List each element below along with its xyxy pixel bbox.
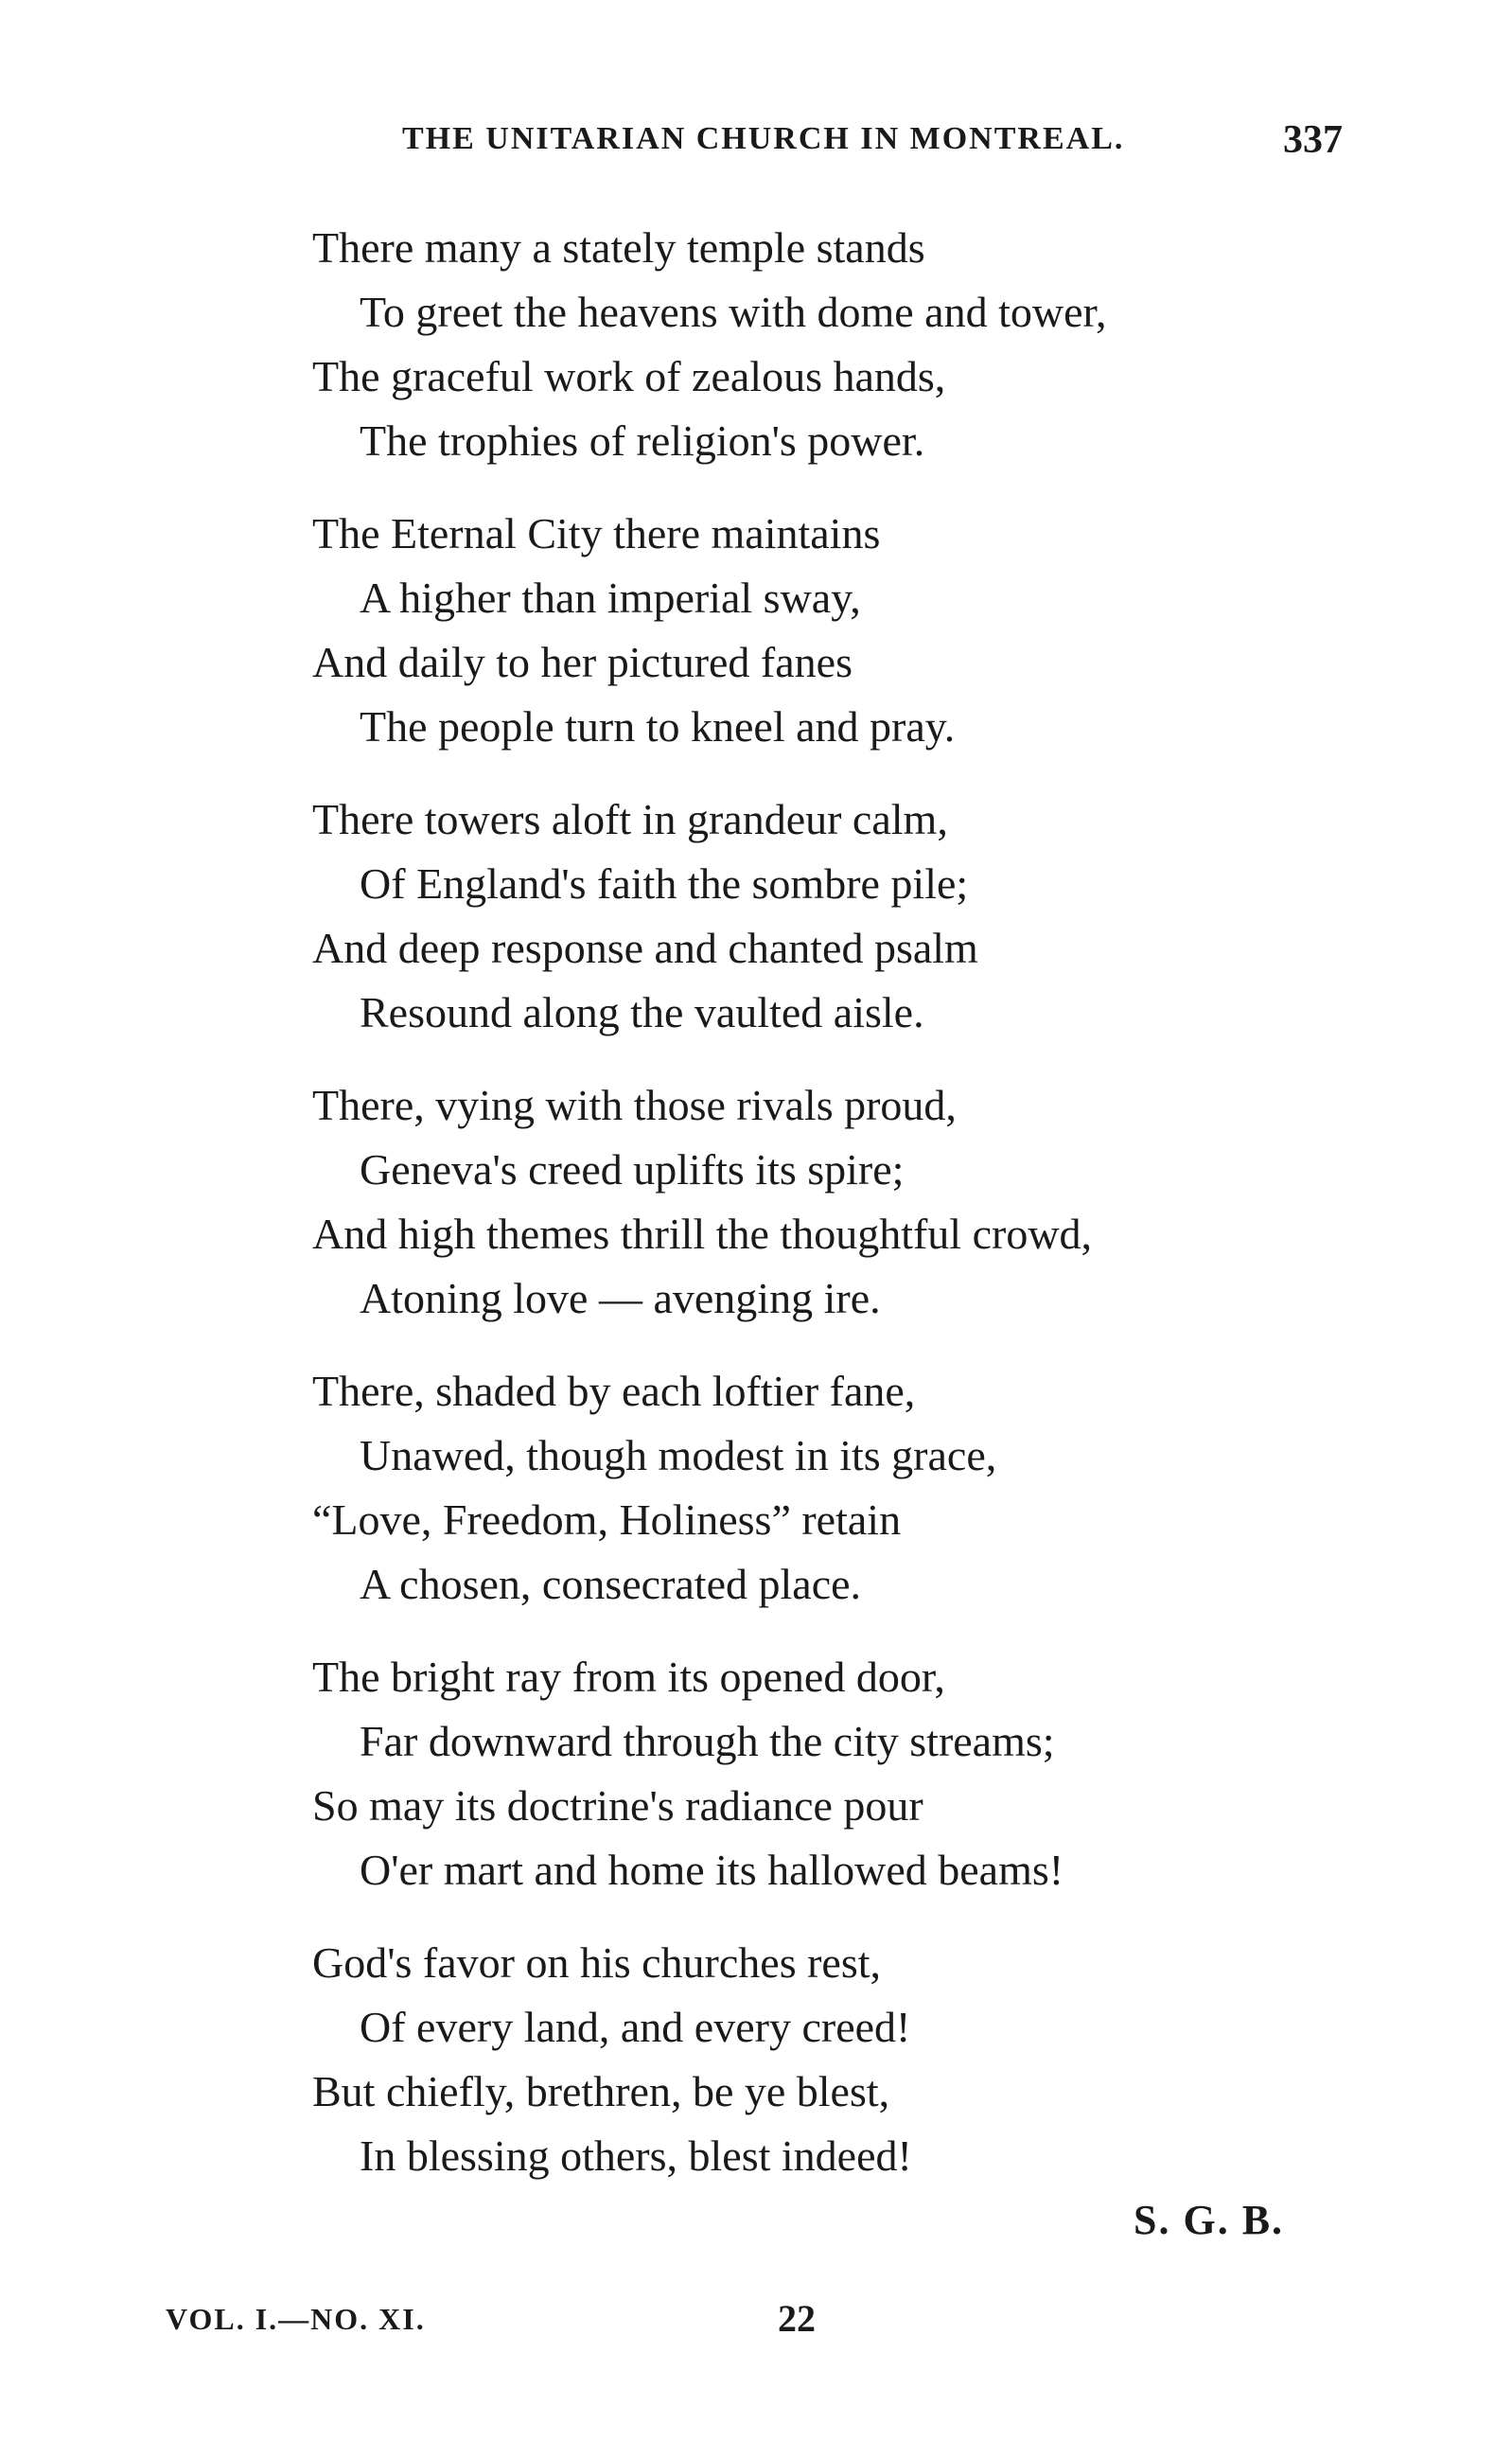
poem-line: In blessing others, blest indeed! [360, 2131, 912, 2180]
poem-line: But chiefly, brethren, be ye blest, [312, 2067, 890, 2115]
stanza-1 [0, 216, 1512, 473]
signature-mark: 22 [778, 2297, 816, 2340]
poem-line: So may its doctrine's radiance pour [312, 1781, 923, 1830]
poem-line: Far downward through the city streams; [360, 1717, 1055, 1765]
poem-line: Atoning love — avenging ire. [360, 1274, 881, 1322]
stanza-7 [0, 1931, 1512, 2188]
running-head [0, 118, 1512, 178]
author-signature: S. G. B. [1134, 2197, 1285, 2243]
poem-line: The Eternal City there maintains [312, 509, 881, 557]
stanza-2 [0, 502, 1512, 759]
poem-line: The people turn to kneel and pray. [360, 702, 956, 751]
poem-line: To greet the heavens with dome and tower, [360, 288, 1107, 336]
poem-line: Resound along the vaulted aisle. [360, 988, 924, 1036]
poem-line: There, vying with those rivals proud, [312, 1081, 957, 1129]
poem-line: There towers aloft in grandeur calm, [312, 795, 948, 843]
poem-line: Geneva's creed uplifts its spire; [360, 1145, 905, 1194]
poem-line: A higher than imperial sway, [360, 574, 861, 622]
running-title: THE UNITARIAN CHURCH IN MONTREAL. [402, 121, 1125, 156]
poem-line: Of England's faith the sombre pile; [360, 859, 969, 908]
poem-line: And high themes thrill the thoughtful crowd, [312, 1210, 1093, 1258]
stanza-6 [0, 1645, 1512, 1902]
volume-number: VOL. I.—NO. XI. [166, 2302, 426, 2336]
poem-line: The bright ray from its opened door, [312, 1653, 945, 1701]
page-number: 337 [1283, 118, 1343, 162]
poem-line: The trophies of religion's power. [360, 416, 925, 465]
poem-line: The graceful work of zealous hands, [312, 352, 946, 400]
stanza-3 [0, 787, 1512, 1045]
poem-line: God's favor on his churches rest, [312, 1938, 882, 1987]
poem-line: A chosen, consecrated place. [360, 1560, 862, 1608]
stanza-5 [0, 1359, 1512, 1617]
poem-line: O'er mart and home its hallowed beams! [360, 1846, 1064, 1894]
poem [0, 216, 1512, 2217]
poem-line: “Love, Freedom, Holiness” retain [312, 1495, 902, 1544]
page-footer [0, 2297, 1512, 2349]
poem-line: Of every land, and every creed! [360, 2003, 911, 2051]
poem-line: There, shaded by each loftier fane, [312, 1367, 916, 1415]
poem-line: And daily to her pictured fanes [312, 638, 853, 686]
poem-line: There many a stately temple stands [312, 223, 925, 272]
poem-line: Unawed, though modest in its grace, [360, 1431, 997, 1479]
poem-line: And deep response and chanted psalm [312, 924, 978, 972]
stanza-4 [0, 1073, 1512, 1331]
